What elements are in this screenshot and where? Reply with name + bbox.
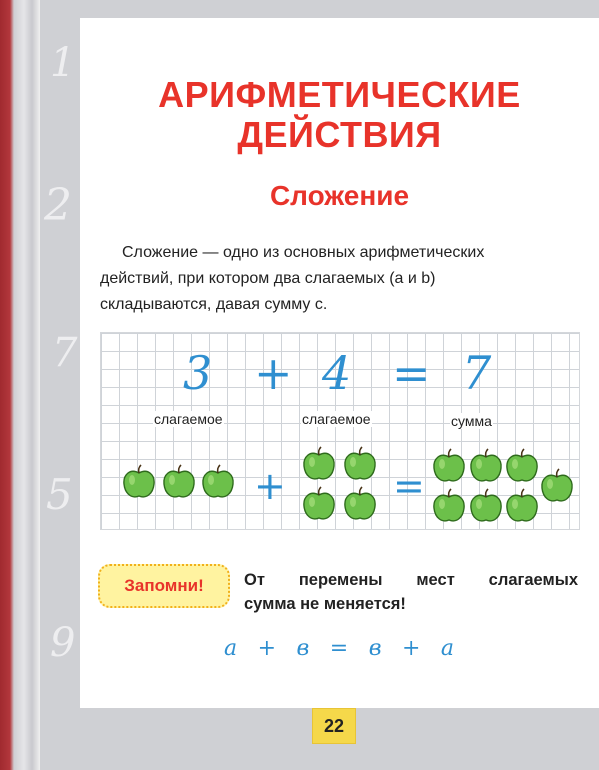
handwritten-plus: + [254,346,293,400]
apple-icon [302,446,336,482]
book-spine-edge [0,0,40,770]
formula-symbol: + [401,635,421,661]
label-sum: сумма [451,413,492,429]
apples-plus-sign: + [254,464,286,508]
formula-symbol: = [329,635,349,661]
apple-icon [540,468,574,504]
label-addend-1: слагаемое [154,411,223,427]
decorative-digit: 9 [50,620,76,666]
rule-line: От перемены мест слагаемых [244,571,578,589]
apple-icon [432,448,466,484]
handwritten-sum: 7 [462,346,492,400]
handwritten-addend-1: 3 [183,346,213,400]
formula-symbol: a [440,635,454,661]
decorative-digit: 7 [52,330,78,376]
apple-icon [505,448,539,484]
decorative-digit: 1 [50,40,76,86]
intro-line: Сложение — одно из основных арифметических [122,244,485,261]
commutative-formula [224,630,454,666]
apple-icon [162,464,196,500]
apple-icon [302,486,336,522]
rule-line: сумма не меняется! [244,595,406,613]
section-subtitle: Сложение [269,180,410,211]
formula-symbol: a [224,635,238,661]
formula-symbol: в [368,635,382,661]
formula-symbol: + [257,635,277,661]
apple-icon [343,446,377,482]
decorative-digit: 2 [44,180,72,231]
apple-icon [122,464,156,500]
handwritten-equals: = [392,346,431,400]
apple-icon [201,464,235,500]
formula-symbol: в [296,635,310,661]
apple-icon [432,488,466,524]
handwritten-addend-2: 4 [322,346,352,400]
intro-line: складываются, давая сумму c. [100,296,328,313]
decorative-digit: 5 [46,470,73,519]
intro-line: действий, при котором два слагаемых (a и b) [100,270,436,287]
apple-icon [469,488,503,524]
intro-paragraph [100,240,578,318]
commutative-rule [244,568,578,616]
page-title-line2: ДЕЙСТВИЯ [237,114,442,155]
page-number: 22 [312,708,356,744]
apples-equals-sign: = [393,464,425,508]
apple-icon [505,488,539,524]
page-title-line1: АРИФМЕТИЧЕСКИЕ [158,74,521,115]
apple-icon [343,486,377,522]
label-addend-2: слагаемое [302,411,371,427]
apple-icon [469,448,503,484]
remember-badge: Запомни! [98,564,230,608]
